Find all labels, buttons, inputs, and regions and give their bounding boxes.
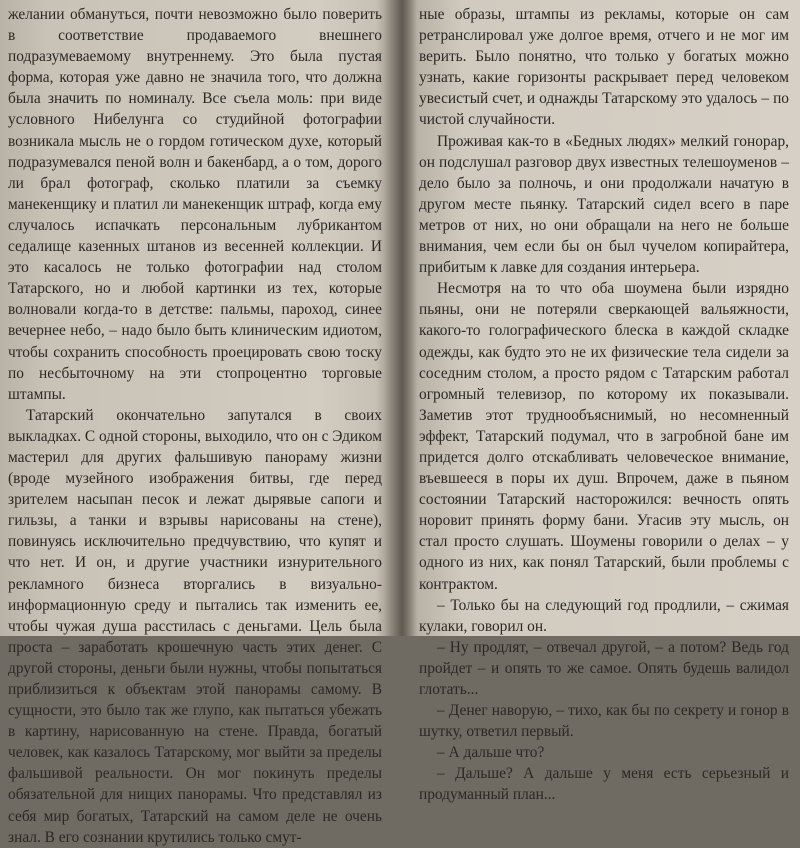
right-page-text [419, 4, 789, 806]
paragraph: Проживая как-то в «Бедных людях» мелкий гонорар, он подслушал разговор двух известных телешоуменов – дело было за полночь, и они продолжали начатую в другом месте пьянку. Татарский сидел всего в паре метров от них, но они обращали на него не больше внимания, чем если бы он был чучелом копирайтера, прибитым к лавке для создания интерьера. [419, 132, 789, 277]
dialogue-line: – Денег наворую, – тихо, как бы по секрету и гонор в шутку, ответил первый. [419, 702, 789, 741]
dialogue-line: – Ну продлят, – отвечал другой, – а потом? Ведь год пройдет – и опять то же самое. Опять будешь валидол глотать... [419, 638, 789, 698]
paragraph: Несмотря на то что оба шоумена были изрядно пьяны, они не потеряли сверкающей вальяжности, какого-то голографического блеска в каждой складке одежды, как будто это не их физические тела сидели за соседним столом, а просто рядом с Татарским работал огромный телевизор, по которому их показывали. Заметив этот труднообъяснимый, но несомненный эффект, Татарский подумал, что в загробной бане им придется долго отскабливать человеческое внимание, въевшееся в поры их душ. Впрочем, даже в пьяном состоянии Татарский насторожился: вечность опять норовит принять форму бани. Угасив эту мысль, он стал просто слушать. Шоумены говорили о делах – у одного из них, как понял Татарский, были проблемы с контрактом. [419, 280, 789, 593]
paragraph: Татарский окончательно запутался в своих выкладках. С одной стороны, выходило, что он с Эдиком мастерил для других фальшивую панораму жизни (вроде музейного изображения битвы, где перед зрителем насыпан песок и лежат дырявые сапоги и гильзы, а танки и взрывы нарисованы на стене), повинуясь исключительно предчувствию, что купят и что нет. И он, и другие участники изнурительного рекламного бизнеса вторгались в визуально-информационную среду и пытались так изменить ее, чтобы чужая душа расстилась с деньгами. Цель была проста – заработать крошечную часть этих денег. С другой стороны, деньги были нужны, чтобы попытаться приблизиться к объектам этой панорамы самому. В сущности, это было так же глупо, как пытаться убежать в картину, нарисованную на стене. Правда, богатый человек, как казалось Татарскому, мог выйти за пределы фальшивой реальности. Он мог покинуть пределы обязательной для нищих панорамы. Что представлял из себя мир богатых, Татарский на самом деле не очень знал. В его сознании крутились только смут- [8, 406, 382, 846]
paragraph: желании обмануться, почти невозможно было поверить в соответствие продаваемого внешнего подразумеваемому внутреннему. Это была пустая форма, которая уже давно не значила того, что должна была значить по номиналу. Все съела моль: при виде условного Нибелунга со студийной фотографии возникала мысль не о гордом готическом духе, который подразумевался пеной волн и бакенбард, а о том, дорого ли брал фотограф, сколько платили за съемку манекенщику и платил ли манекенщик штраф, когда ему случалось испачкать персональным лубрикантом седалище казенных штанов из весенней коллекции. И это касалось не только фотографии над столом Татарского, но и любой картинки из тех, которые волновали когда-то в детстве: пальмы, пароход, синее вечернее небо, – надо было быть клиническим идиотом, чтобы сохранить способность проецировать свою тоску по несбыточному на эти стопроцентно торговые штампы. [8, 6, 382, 403]
right-page [405, 0, 800, 804]
paragraph: ные образы, штампы из рекламы, которые он сам ретранслировал уже долгое время, отчего и не мог им верить. Было понятно, что только у богатых можно узнать, какие горизонты раскрывает перед человеком увесистый счет, и однажды Татарскому это удалось – по чистой случайности. [419, 6, 789, 129]
dialogue-line: – Только бы на следующий год продлили, – сжимая кулаки, говорил он. [419, 596, 789, 635]
dialogue-line: – Дальше? А дальше у меня есть серьезный и продуманный план... [419, 765, 789, 804]
dialogue-line: – А дальше что? [437, 744, 545, 762]
left-page [0, 0, 392, 846]
left-page-text [8, 4, 382, 848]
